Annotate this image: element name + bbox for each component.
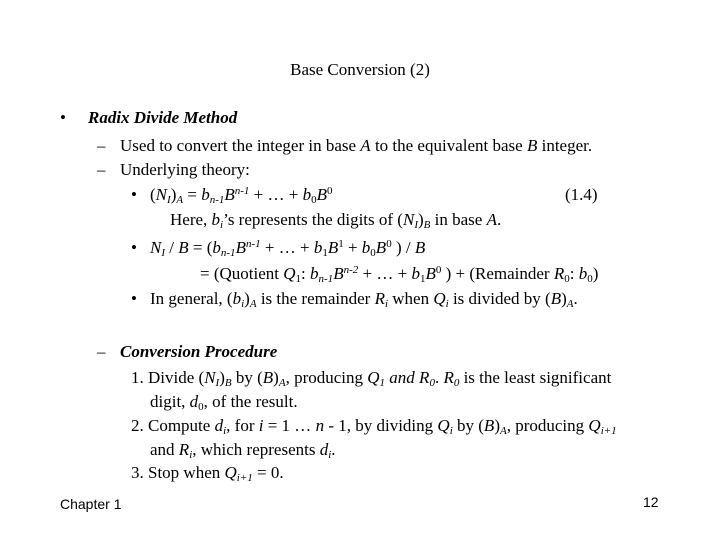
sub-item-purpose: Used to convert the integer in base A to the equivalent base B integer. [120, 136, 593, 155]
in-general-statement: In general, $(b_i)_A$ is the remainder $R_i$ when $Q_i$ is divided by $(B)_A$. [150, 289, 578, 310]
bullet-marker: • [131, 238, 137, 257]
equation-number: (1.4) [565, 185, 598, 204]
step-1-line-1: 1. Divide $(N_I)_B$ by $(B)_A$, producing $Q_1$ and $R_0$. $R_0$ is the least significant [131, 368, 612, 389]
step-1-line-2: digit, $d_0$, of the result. [150, 392, 298, 413]
step-3: 3. Stop when $Q_{i+1} = 0$. [131, 463, 284, 484]
equation-1-4: $(N_I)_A = b_{n-1}B^{n-1}$ + … + $b_0B^0$ [150, 185, 333, 206]
heading-conversion-procedure: Conversion Procedure [120, 342, 278, 361]
equation-quotient-remainder: = (Quotient $Q_1$: $b_{n-1}B^{n-2}$ + … + $b_1B^0$ ) + (Remainder $R_0$: $b_0$) [200, 264, 599, 285]
heading-radix-divide-method: Radix Divide Method [88, 108, 238, 127]
dash-marker: – [97, 160, 106, 179]
here-explanation: Here, $b_i’s$ represents the digits of $(N_I)_B$ in base A. [170, 210, 502, 231]
bullet-marker: • [60, 108, 66, 127]
bullet-marker: • [131, 185, 137, 204]
slide-title: Base Conversion (2) [290, 60, 430, 79]
equation-divide: $N_I / B = (b_{n-1}B^{n-1}$ + … + $b_1B^1 + b_0B^0$ ) / B [150, 238, 426, 259]
sub-item-theory: Underlying theory: [120, 160, 250, 179]
bullet-marker: • [131, 289, 137, 308]
dash-marker: – [97, 342, 106, 361]
step-2-line-1: 2. Compute $d_i$, for i = 1 … n - 1, by dividing $Q_i$ by $(B)_A$, producing $Q_{i+1}$ [131, 416, 617, 437]
dash-marker: – [97, 136, 106, 155]
footer-page-number: 12 [643, 494, 659, 510]
footer-chapter: Chapter 1 [60, 496, 122, 512]
step-2-line-2: and $R_i$, which represents $d_i$. [150, 440, 336, 461]
